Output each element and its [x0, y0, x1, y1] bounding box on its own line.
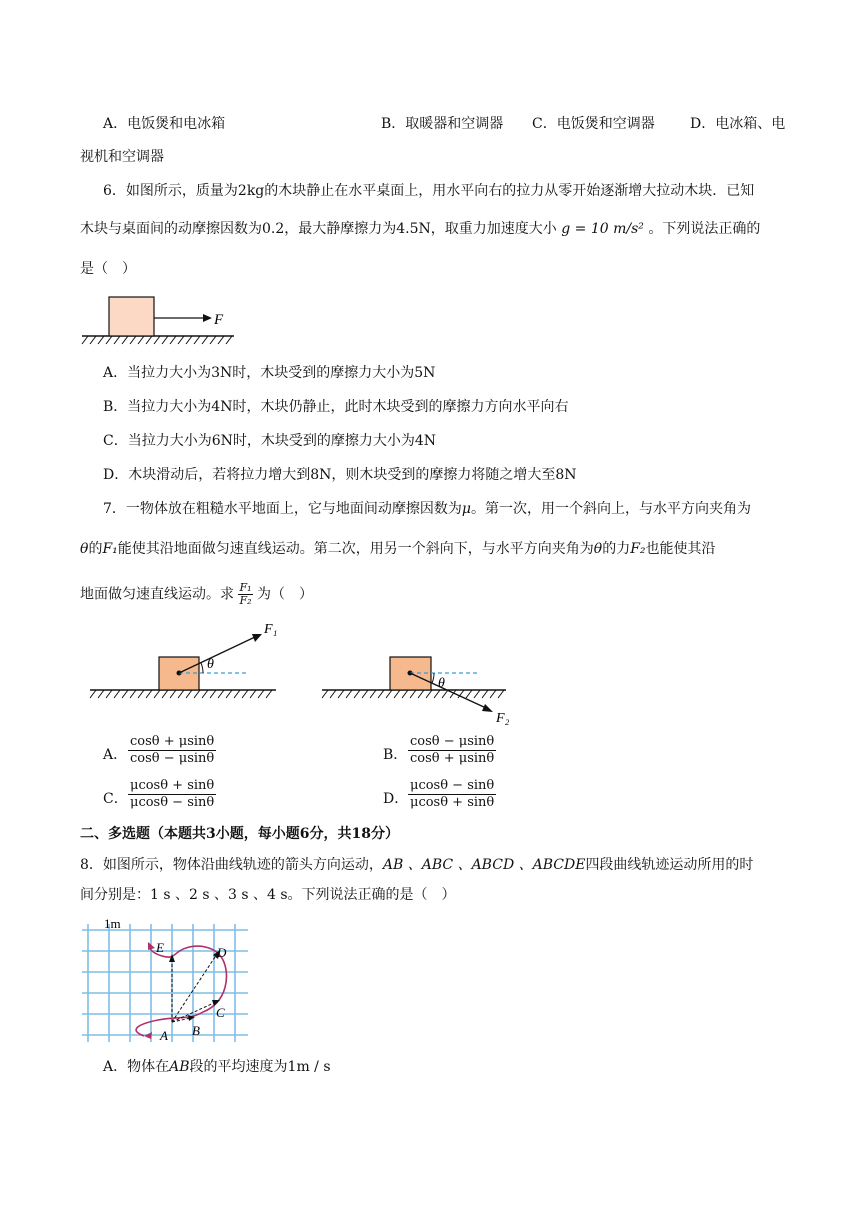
q7-line3-text: 地面做匀速直线运动。求 [80, 586, 234, 603]
q7-option-a-label: A． [103, 747, 128, 763]
q7-ratio-num: F₁ [239, 581, 252, 594]
q7-option-d-den: μcosθ + sinθ [410, 795, 495, 810]
q8-line1-text: 8．如图所示，物体沿曲线轨迹的箭头方向运动， [80, 857, 383, 873]
q7-line2-text: 能使其沿地面做匀速直线运动。第二次，用另一个斜向下，与水平方向夹角为 [117, 541, 594, 557]
q8-option-a [103, 1058, 331, 1076]
q8-trajectory-figure [78, 912, 258, 1052]
q7-f1: F₁ [102, 541, 118, 557]
q5-option-d-line1: D．电冰箱、电 [690, 116, 786, 132]
q7-option-c-label: C． [103, 791, 128, 807]
q6-option-a: A．当拉力大小为3N时，木块受到的摩擦力大小为5N [103, 365, 436, 381]
q6-force-label: F [214, 312, 224, 328]
q8-segments: AB 、ABC 、ABCD 、ABCDE [382, 857, 586, 873]
q7-mu: μ [461, 501, 472, 517]
q6-line3: 是（ ） [80, 261, 136, 277]
q8-line2-end: 。下列说法正确的是（ ） [287, 887, 456, 903]
q7-theta-1: θ [80, 541, 89, 557]
q7-line3 [80, 582, 313, 607]
q6-line1: 6．如图所示，质量为2kg的木块静止在水平桌面上，用水平向右的拉力从零开始逐渐增大拉动木块．已知 [103, 183, 755, 199]
q7-line2-de: 的 [88, 541, 103, 557]
q7-ratio-den: F₂ [239, 594, 252, 607]
q8-option-a-mid: 段的平均速度为 [189, 1059, 288, 1075]
q5-option-d-line2: 视机和空调器 [80, 149, 164, 165]
q7-option-c-den: μcosθ − sinθ [130, 795, 215, 810]
q8-option-a-val: 1m / s [287, 1059, 331, 1075]
q8-line2-text: 间分别是： [80, 887, 150, 903]
q7-line3-end: 为（ ） [256, 586, 313, 603]
q7-theta-2: θ [593, 541, 603, 557]
q7-option-b-num: cosθ − μsinθ [410, 734, 495, 749]
q7-figure-left [88, 615, 288, 705]
q6-line2 [80, 220, 760, 238]
q5-option-c: C．电饭煲和空调器 [532, 116, 655, 132]
q8-times: 1 s 、2 s 、3 s 、4 s [150, 887, 288, 903]
q6-line2-end: 。下列说法正确的 [648, 221, 761, 237]
q6-block-figure [78, 292, 248, 352]
q8-line1 [80, 856, 753, 874]
q8-point-a: A [160, 1028, 168, 1043]
q6-option-c: C．当拉力大小为6N时，木块受到的摩擦力大小为4N [103, 433, 437, 449]
q7-fig-right-theta: θ [438, 676, 445, 691]
q7-line1-end: 。第一次，用一个斜向上，与水平方向夹角为 [471, 501, 752, 517]
q7-fig-left-theta: θ [207, 657, 214, 672]
q7-figure-right [320, 615, 520, 725]
q6-line2-text: 木块与桌面间的动摩擦因数为0.2，最大静摩擦力为4.5N，取重力加速度大小 [80, 221, 557, 237]
q7-option-a-den: cosθ − μsinθ [130, 751, 215, 766]
q8-point-c: C [216, 1005, 225, 1020]
q7-option-d-fraction [408, 778, 496, 811]
q6-option-d: D．木块滑动后，若将拉力增大到8N，则木块受到的摩擦力将随之增大至8N [103, 467, 577, 483]
q8-line1-end: 四段曲线轨迹运动所用的时 [585, 857, 754, 873]
q7-line1-text: 7．一物体放在粗糙水平地面上，它与地面间动摩擦因数为 [103, 501, 462, 517]
q5-option-b: B．取暖器和空调器 [381, 116, 504, 132]
q7-fig-right-f2: F₂ [496, 711, 510, 726]
q8-point-d: D [217, 945, 227, 960]
q6-option-b: B．当拉力大小为4N时，木块仍静止，此时木块受到的摩擦力方向水平向右 [103, 399, 569, 415]
q7-option-d-num: μcosθ − sinθ [410, 778, 495, 793]
q8-grid-label: 1m [104, 916, 121, 931]
q8-point-e: E [156, 940, 164, 955]
q6-gravity-formula: g = 10 m/s² [561, 221, 644, 237]
q7-option-b-label: B． [383, 747, 408, 763]
q8-point-b: B [192, 1023, 200, 1038]
q7-option-a-fraction [128, 734, 216, 767]
q7-fig-left-f1: F₁ [264, 622, 278, 637]
section-2-heading: 二、多选题（本题共3小题，每小题6分，共18分） [80, 826, 399, 842]
q8-line2 [80, 886, 456, 904]
q7-option-c-num: μcosθ + sinθ [130, 778, 215, 793]
q7-line2 [80, 540, 716, 558]
q8-option-a-prefix: A．物体在 [103, 1059, 170, 1075]
q7-option-d-label: D． [383, 791, 409, 807]
q7-option-a-num: cosθ + μsinθ [130, 734, 215, 749]
q5-option-a: A．电饭煲和电冰箱 [103, 116, 226, 132]
q7-line2-li: 的力 [602, 541, 631, 557]
q7-line1 [103, 500, 751, 518]
q8-option-a-seg: AB [169, 1059, 190, 1075]
q7-line2-end: 也能使其沿 [645, 541, 716, 557]
q7-option-b-den: cosθ + μsinθ [410, 751, 495, 766]
q7-f2: F₂ [630, 541, 646, 557]
q7-ratio-fraction [238, 582, 252, 607]
q7-option-b-fraction [408, 734, 496, 767]
q7-option-c-fraction [128, 778, 216, 811]
